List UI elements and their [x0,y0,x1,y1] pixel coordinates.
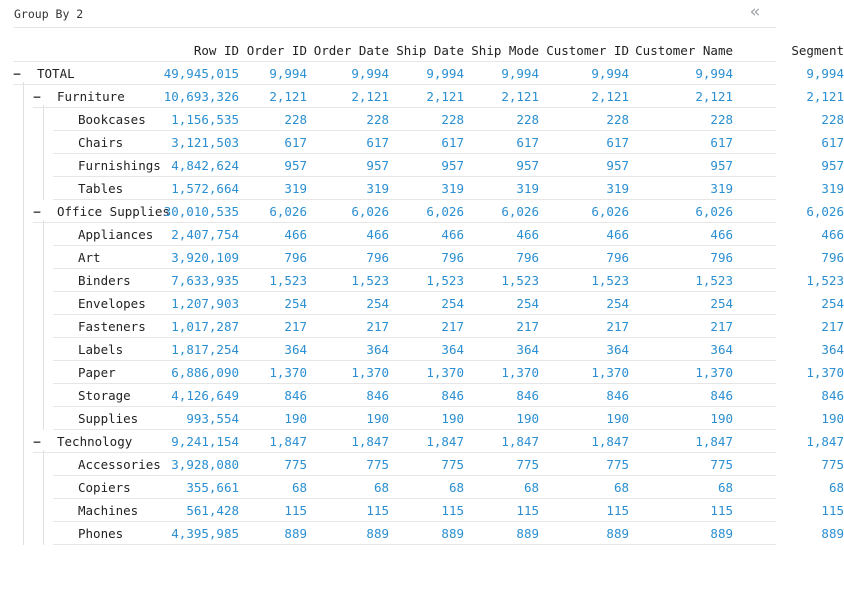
cell-value: 319 [516,181,539,196]
panel-header [0,0,776,28]
cell-value: 319 [606,181,629,196]
cell-value: 1,847 [269,434,307,449]
cell-value: 1,817,254 [171,342,239,357]
cell-value: 228 [606,112,629,127]
cell-value: 254 [821,296,844,311]
cell-value: 319 [284,181,307,196]
cell-value: 1,523 [591,273,629,288]
cell-value: 364 [821,342,844,357]
cell-value: 1,847 [591,434,629,449]
cell-value: 846 [606,388,629,403]
cell-value: 254 [606,296,629,311]
tree-guide-line [43,450,44,545]
group-by-table [0,39,844,559]
cell-value: 254 [710,296,733,311]
group-row[interactable] [0,85,844,108]
cell-value: 9,241,154 [171,434,239,449]
row-label: Fasteners [78,319,146,334]
header-divider [14,27,776,28]
cell-value: 1,370 [806,365,844,380]
cell-value: 68 [613,480,629,495]
cell-value: 217 [284,319,307,334]
cell-value: 957 [710,158,733,173]
group-row[interactable] [0,62,844,85]
cell-value: 617 [606,135,629,150]
cell-value: 1,370 [351,365,389,380]
cell-value: 1,523 [501,273,539,288]
cell-value: 1,847 [695,434,733,449]
cell-value: 846 [366,388,389,403]
cell-value: 9,994 [806,66,844,81]
cell-value: 1,847 [426,434,464,449]
cell-value: 889 [606,526,629,541]
cell-value: 319 [441,181,464,196]
cell-value: 6,026 [501,204,539,219]
row-label: Paper [78,365,116,380]
row-label: Storage [78,388,131,403]
column-header[interactable]: Ship Mode [471,43,539,58]
table-row[interactable] [0,338,844,361]
table-row[interactable] [0,522,844,545]
cell-value: 254 [441,296,464,311]
cell-value: 228 [441,112,464,127]
column-header-row [0,39,844,62]
table-row[interactable] [0,476,844,499]
cell-value: 846 [821,388,844,403]
cell-value: 115 [710,503,733,518]
collapse-group-icon[interactable]: − [33,204,41,219]
cell-value: 775 [606,457,629,472]
column-header[interactable]: Order Date [313,43,389,58]
cell-value: 2,121 [269,89,307,104]
cell-value: 617 [710,135,733,150]
group-row[interactable] [0,430,844,453]
cell-value: 217 [710,319,733,334]
cell-value: 2,121 [426,89,464,104]
cell-value: 617 [284,135,307,150]
cell-value: 957 [606,158,629,173]
cell-value: 68 [828,480,844,495]
collapse-panel-icon[interactable]: « [750,2,761,22]
cell-value: 846 [710,388,733,403]
cell-value: 319 [366,181,389,196]
cell-value: 9,994 [269,66,307,81]
cell-value: 9,994 [695,66,733,81]
cell-value: 466 [710,227,733,242]
cell-value: 1,847 [351,434,389,449]
column-header[interactable]: Row ID [193,43,239,58]
table-row[interactable] [0,177,844,200]
row-label: Art [78,250,101,265]
table-row[interactable] [0,131,844,154]
cell-value: 1,523 [426,273,464,288]
cell-value: 115 [284,503,307,518]
cell-value: 364 [284,342,307,357]
cell-value: 364 [516,342,539,357]
cell-value: 228 [284,112,307,127]
row-label: Supplies [78,411,139,426]
cell-value: 1,207,903 [171,296,239,311]
table-row[interactable] [0,453,844,476]
cell-value: 796 [710,250,733,265]
table-row[interactable] [0,154,844,177]
cell-value: 2,407,754 [171,227,239,242]
cell-value: 796 [284,250,307,265]
cell-value: 355,661 [186,480,239,495]
cell-value: 957 [516,158,539,173]
cell-value: 228 [821,112,844,127]
cell-value: 4,395,985 [171,526,239,541]
cell-value: 68 [717,480,733,495]
row-label: Appliances [78,227,154,242]
cell-value: 115 [606,503,629,518]
cell-value: 190 [821,411,844,426]
cell-value: 466 [441,227,464,242]
cell-value: 3,121,503 [171,135,239,150]
table-row[interactable] [0,269,844,292]
row-label: Phones [78,526,124,541]
column-header[interactable]: Customer ID [546,43,629,58]
row-label: TOTAL [37,66,75,81]
cell-value: 3,920,109 [171,250,239,265]
table-row[interactable] [0,407,844,430]
cell-value: 775 [516,457,539,472]
cell-value: 1,523 [695,273,733,288]
cell-value: 68 [291,480,307,495]
cell-value: 1,523 [269,273,307,288]
cell-value: 6,886,090 [171,365,239,380]
cell-value: 9,994 [591,66,629,81]
cell-value: 617 [516,135,539,150]
cell-value: 115 [441,503,464,518]
row-label: Chairs [78,135,124,150]
table-row[interactable] [0,499,844,522]
cell-value: 190 [606,411,629,426]
cell-value: 1,847 [806,434,844,449]
cell-value: 9,994 [426,66,464,81]
row-label: Tables [78,181,124,196]
cell-value: 957 [441,158,464,173]
cell-value: 775 [441,457,464,472]
cell-value: 190 [441,411,464,426]
cell-value: 6,026 [351,204,389,219]
cell-value: 957 [284,158,307,173]
group-row[interactable] [0,200,844,223]
column-header[interactable]: Customer Name [635,43,733,58]
cell-value: 4,126,649 [171,388,239,403]
cell-value: 1,847 [501,434,539,449]
cell-value: 6,026 [806,204,844,219]
cell-value: 115 [516,503,539,518]
cell-value: 364 [441,342,464,357]
cell-value: 846 [441,388,464,403]
cell-value: 190 [284,411,307,426]
cell-value: 217 [441,319,464,334]
cell-value: 957 [821,158,844,173]
cell-value: 228 [710,112,733,127]
cell-value: 10,693,326 [163,89,239,104]
table-row[interactable] [0,246,844,269]
cell-value: 561,428 [186,503,239,518]
cell-value: 466 [821,227,844,242]
cell-value: 466 [606,227,629,242]
cell-value: 3,928,080 [171,457,239,472]
cell-value: 1,572,664 [171,181,239,196]
cell-value: 9,994 [501,66,539,81]
table-row[interactable] [0,108,844,131]
cell-value: 617 [441,135,464,150]
cell-value: 254 [516,296,539,311]
cell-value: 217 [821,319,844,334]
cell-value: 217 [366,319,389,334]
cell-value: 2,121 [806,89,844,104]
row-label: Binders [78,273,131,288]
tree-guide-line [23,82,24,545]
cell-value: 319 [710,181,733,196]
cell-value: 190 [710,411,733,426]
row-label: Technology [57,434,133,449]
cell-value: 30,010,535 [163,204,239,219]
cell-value: 68 [523,480,539,495]
cell-value: 466 [516,227,539,242]
cell-value: 2,121 [501,89,539,104]
cell-value: 775 [284,457,307,472]
cell-value: 6,026 [591,204,629,219]
cell-value: 796 [441,250,464,265]
row-label: Machines [78,503,139,518]
cell-value: 6,026 [695,204,733,219]
cell-value: 1,523 [806,273,844,288]
cell-value: 9,994 [351,66,389,81]
cell-value: 796 [366,250,389,265]
cell-value: 1,156,535 [171,112,239,127]
cell-value: 846 [516,388,539,403]
cell-value: 228 [516,112,539,127]
cell-value: 889 [366,526,389,541]
table-row[interactable] [0,223,844,246]
row-label: Bookcases [78,112,146,127]
cell-value: 7,633,935 [171,273,239,288]
cell-value: 1,370 [269,365,307,380]
table-row[interactable] [0,292,844,315]
row-divider [53,544,776,545]
cell-value: 1,523 [351,273,389,288]
collapse-group-icon[interactable]: − [33,89,41,104]
collapse-group-icon[interactable]: − [33,434,41,449]
cell-value: 466 [284,227,307,242]
cell-value: 796 [606,250,629,265]
cell-value: 889 [441,526,464,541]
cell-value: 217 [606,319,629,334]
cell-value: 2,121 [695,89,733,104]
cell-value: 6,026 [426,204,464,219]
cell-value: 190 [366,411,389,426]
cell-value: 364 [366,342,389,357]
cell-value: 775 [821,457,844,472]
cell-value: 190 [516,411,539,426]
cell-value: 617 [366,135,389,150]
cell-value: 2,121 [351,89,389,104]
row-label: Envelopes [78,296,146,311]
cell-value: 254 [366,296,389,311]
row-label: Labels [78,342,124,357]
cell-value: 2,121 [591,89,629,104]
cell-value: 49,945,015 [163,66,239,81]
cell-value: 68 [373,480,389,495]
cell-value: 1,370 [426,365,464,380]
cell-value: 115 [366,503,389,518]
cell-value: 6,026 [269,204,307,219]
cell-value: 228 [366,112,389,127]
cell-value: 1,370 [591,365,629,380]
panel-title: Group By 2 [14,7,84,21]
column-header[interactable]: Order ID [246,43,307,58]
cell-value: 775 [366,457,389,472]
tree-guide-line [43,220,44,430]
row-label: Furnishings [78,158,161,173]
cell-value: 796 [516,250,539,265]
cell-value: 1,017,287 [171,319,239,334]
cell-value: 889 [710,526,733,541]
cell-value: 889 [284,526,307,541]
cell-value: 68 [448,480,464,495]
cell-value: 796 [821,250,844,265]
collapse-group-icon[interactable]: − [13,66,21,81]
cell-value: 115 [821,503,844,518]
cell-value: 466 [366,227,389,242]
cell-value: 957 [366,158,389,173]
cell-value: 1,370 [695,365,733,380]
cell-value: 889 [821,526,844,541]
cell-value: 617 [821,135,844,150]
tree-guide-line [43,105,44,200]
table-row[interactable] [0,384,844,407]
cell-value: 364 [710,342,733,357]
cell-value: 217 [516,319,539,334]
table-row[interactable] [0,361,844,384]
cell-value: 889 [516,526,539,541]
cell-value: 319 [821,181,844,196]
row-label: Copiers [78,480,131,495]
cell-value: 993,554 [186,411,239,426]
cell-value: 4,842,624 [171,158,239,173]
row-label: Accessories [78,457,161,472]
table-row[interactable] [0,315,844,338]
cell-value: 846 [284,388,307,403]
column-header[interactable]: Segment [791,43,844,58]
row-label: Office Supplies [57,204,170,219]
cell-value: 254 [284,296,307,311]
column-header[interactable]: Ship Date [396,43,464,58]
row-label: Furniture [57,89,125,104]
cell-value: 775 [710,457,733,472]
cell-value: 364 [606,342,629,357]
cell-value: 1,370 [501,365,539,380]
